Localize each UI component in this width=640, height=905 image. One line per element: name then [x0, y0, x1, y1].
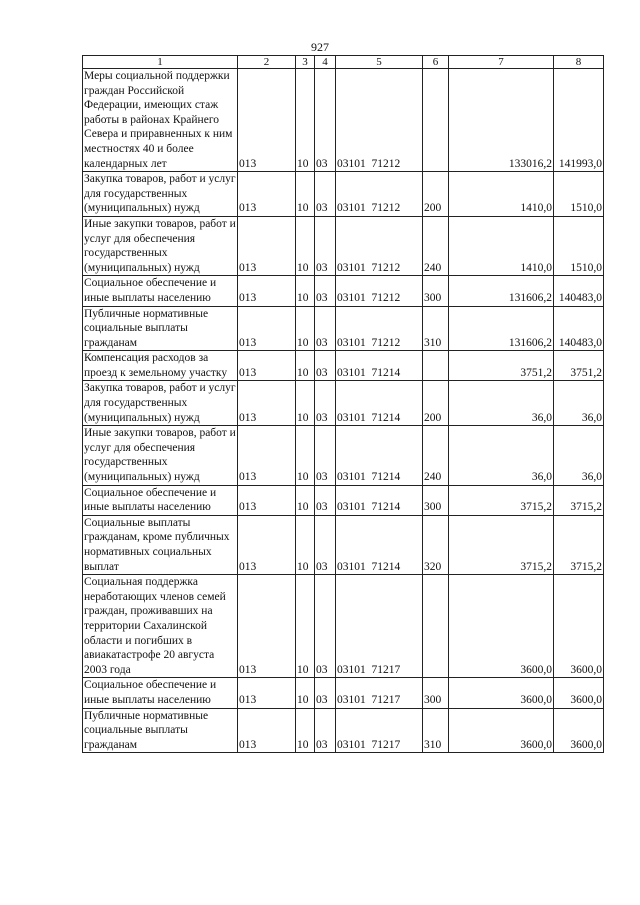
page-number: 927	[311, 40, 329, 54]
amount-year-1: 36,0	[449, 381, 554, 426]
amount-year-1: 3600,0	[449, 708, 554, 753]
section-code: 10	[296, 515, 315, 574]
row-name: Иные закупки товаров, работ и услуг для обеспечения государственных (муниципальных) нужд	[83, 426, 238, 485]
subsection-code: 03	[315, 276, 336, 306]
amount-year-1: 3600,0	[449, 678, 554, 708]
expense-type-code: 300	[423, 678, 449, 708]
amount-year-2: 3600,0	[554, 575, 604, 678]
table-row	[83, 575, 604, 678]
target-article-code: 03101 71217	[336, 575, 423, 678]
column-header: 1	[83, 56, 238, 69]
amount-year-2: 140483,0	[554, 276, 604, 306]
section-code: 10	[296, 306, 315, 351]
section-code: 10	[296, 69, 315, 172]
row-name: Публичные нормативные социальные выплаты гражданам	[83, 708, 238, 753]
column-header: 4	[315, 56, 336, 69]
expense-type-code: 320	[423, 515, 449, 574]
amount-year-1: 36,0	[449, 426, 554, 485]
expense-type-code: 300	[423, 485, 449, 515]
subsection-code: 03	[315, 172, 336, 217]
section-code: 10	[296, 678, 315, 708]
amount-year-1: 131606,2	[449, 276, 554, 306]
target-article-code: 03101 71212	[336, 276, 423, 306]
amount-year-2: 140483,0	[554, 306, 604, 351]
grbs-code: 013	[238, 276, 296, 306]
grbs-code: 013	[238, 426, 296, 485]
expense-type-code	[423, 351, 449, 381]
row-name: Социальное обеспечение и иные выплаты населению	[83, 485, 238, 515]
row-name: Закупка товаров, работ и услуг для государственных (муниципальных) нужд	[83, 381, 238, 426]
expense-type-code: 310	[423, 306, 449, 351]
expense-type-code: 300	[423, 276, 449, 306]
amount-year-1: 1410,0	[449, 172, 554, 217]
amount-year-1: 133016,2	[449, 69, 554, 172]
column-header: 6	[423, 56, 449, 69]
expense-type-code: 310	[423, 708, 449, 753]
target-article-code: 03101 71217	[336, 708, 423, 753]
target-article-code: 03101 71212	[336, 216, 423, 275]
target-article-code: 03101 71214	[336, 351, 423, 381]
row-name: Социальная поддержка неработающих членов семей граждан, проживавших на территории Сахалинской области и погибших в авиакатастрофе 20 августа 2003 года	[83, 575, 238, 678]
grbs-code: 013	[238, 69, 296, 172]
section-code: 10	[296, 708, 315, 753]
table-row	[83, 381, 604, 426]
subsection-code: 03	[315, 515, 336, 574]
subsection-code: 03	[315, 216, 336, 275]
table-row	[83, 426, 604, 485]
table-row	[83, 172, 604, 217]
row-name: Социальные выплаты гражданам, кроме публичных нормативных социальных выплат	[83, 515, 238, 574]
amount-year-2: 141993,0	[554, 69, 604, 172]
expense-type-code: 240	[423, 426, 449, 485]
amount-year-1: 1410,0	[449, 216, 554, 275]
row-name: Меры социальной поддержки граждан Российской Федерации, имеющих стаж работы в районах Крайнего Севера и приравненных к ним местностях 40 и более календарных лет	[83, 69, 238, 172]
target-article-code: 03101 71214	[336, 485, 423, 515]
table-body	[83, 69, 604, 753]
table-row	[83, 678, 604, 708]
subsection-code: 03	[315, 708, 336, 753]
amount-year-2: 3715,2	[554, 485, 604, 515]
section-code: 10	[296, 575, 315, 678]
amount-year-2: 1510,0	[554, 172, 604, 217]
section-code: 10	[296, 426, 315, 485]
section-code: 10	[296, 381, 315, 426]
grbs-code: 013	[238, 351, 296, 381]
column-header: 8	[554, 56, 604, 69]
table-row	[83, 69, 604, 172]
amount-year-1: 131606,2	[449, 306, 554, 351]
section-code: 10	[296, 216, 315, 275]
subsection-code: 03	[315, 575, 336, 678]
target-article-code: 03101 71212	[336, 69, 423, 172]
row-name: Социальное обеспечение и иные выплаты населению	[83, 276, 238, 306]
section-code: 10	[296, 485, 315, 515]
column-header: 7	[449, 56, 554, 69]
row-name: Социальное обеспечение и иные выплаты населению	[83, 678, 238, 708]
expense-type-code	[423, 575, 449, 678]
grbs-code: 013	[238, 485, 296, 515]
target-article-code: 03101 71217	[336, 678, 423, 708]
column-header: 3	[296, 56, 315, 69]
column-header: 2	[238, 56, 296, 69]
subsection-code: 03	[315, 306, 336, 351]
grbs-code: 013	[238, 216, 296, 275]
row-name: Компенсация расходов за проезд к земельному участку	[83, 351, 238, 381]
row-name: Закупка товаров, работ и услуг для государственных (муниципальных) нужд	[83, 172, 238, 217]
amount-year-2: 3600,0	[554, 708, 604, 753]
row-name: Публичные нормативные социальные выплаты гражданам	[83, 306, 238, 351]
amount-year-1: 3751,2	[449, 351, 554, 381]
section-code: 10	[296, 351, 315, 381]
expense-type-code	[423, 69, 449, 172]
table-row	[83, 276, 604, 306]
target-article-code: 03101 71214	[336, 381, 423, 426]
header-row	[83, 56, 604, 69]
grbs-code: 013	[238, 306, 296, 351]
table-row	[83, 216, 604, 275]
grbs-code: 013	[238, 172, 296, 217]
target-article-code: 03101 71214	[336, 515, 423, 574]
grbs-code: 013	[238, 678, 296, 708]
grbs-code: 013	[238, 381, 296, 426]
target-article-code: 03101 71212	[336, 306, 423, 351]
amount-year-2: 3751,2	[554, 351, 604, 381]
subsection-code: 03	[315, 69, 336, 172]
table-row	[83, 708, 604, 753]
section-code: 10	[296, 276, 315, 306]
expense-type-code: 240	[423, 216, 449, 275]
grbs-code: 013	[238, 515, 296, 574]
amount-year-2: 36,0	[554, 381, 604, 426]
target-article-code: 03101 71214	[336, 426, 423, 485]
amount-year-2: 3715,2	[554, 515, 604, 574]
amount-year-1: 3715,2	[449, 515, 554, 574]
section-code: 10	[296, 172, 315, 217]
target-article-code: 03101 71212	[336, 172, 423, 217]
column-header: 5	[336, 56, 423, 69]
subsection-code: 03	[315, 426, 336, 485]
amount-year-2: 36,0	[554, 426, 604, 485]
table-row	[83, 515, 604, 574]
grbs-code: 013	[238, 575, 296, 678]
amount-year-1: 3715,2	[449, 485, 554, 515]
table-row	[83, 306, 604, 351]
subsection-code: 03	[315, 351, 336, 381]
subsection-code: 03	[315, 485, 336, 515]
amount-year-2: 1510,0	[554, 216, 604, 275]
grbs-code: 013	[238, 708, 296, 753]
expense-type-code: 200	[423, 172, 449, 217]
row-name: Иные закупки товаров, работ и услуг для обеспечения государственных (муниципальных) нужд	[83, 216, 238, 275]
subsection-code: 03	[315, 678, 336, 708]
amount-year-1: 3600,0	[449, 575, 554, 678]
table-row	[83, 485, 604, 515]
amount-year-2: 3600,0	[554, 678, 604, 708]
table-row	[83, 351, 604, 381]
expense-type-code: 200	[423, 381, 449, 426]
budget-table	[82, 55, 604, 753]
subsection-code: 03	[315, 381, 336, 426]
